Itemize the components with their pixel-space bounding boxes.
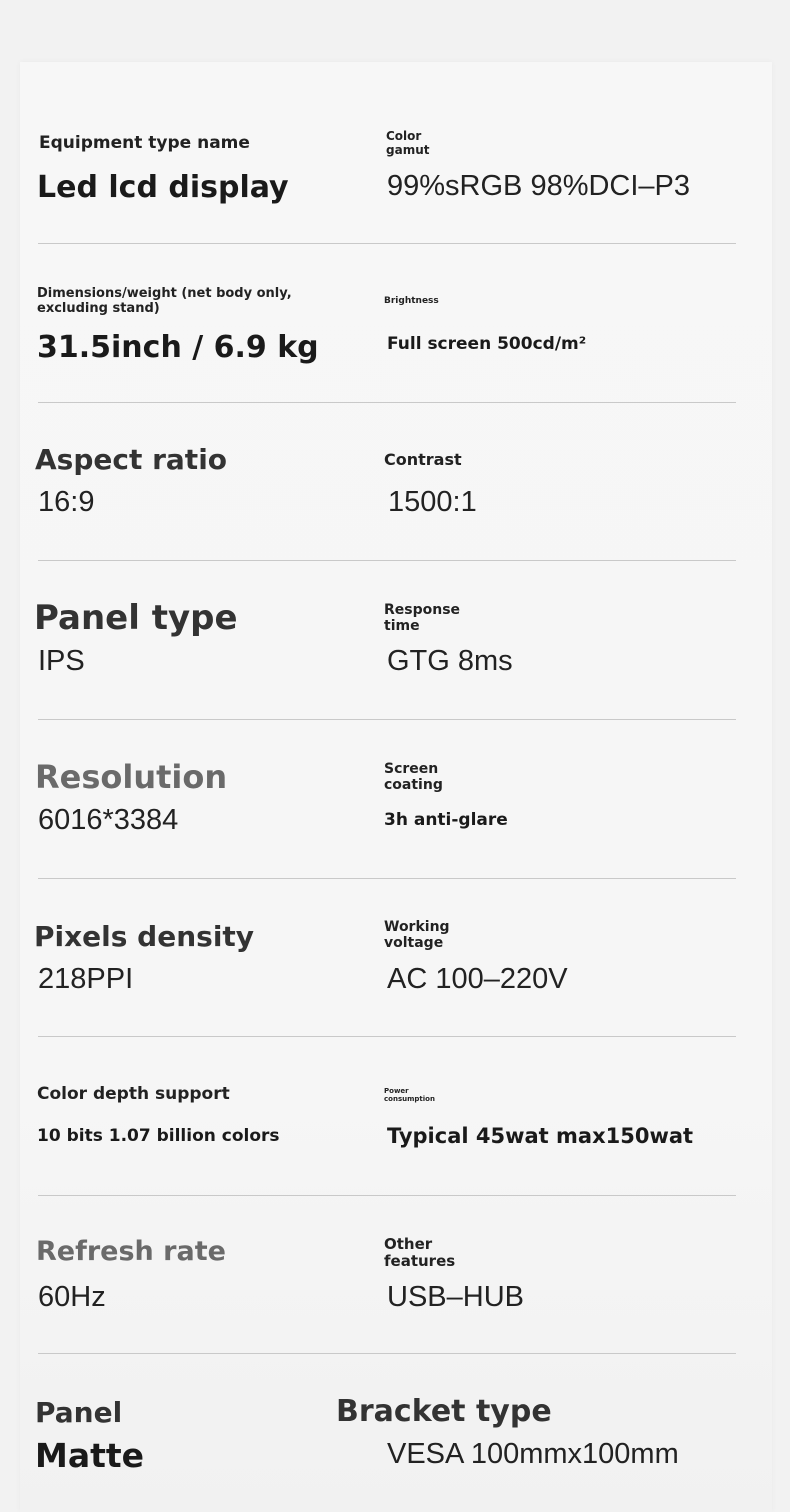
- aspect-ratio-value: 16:9: [38, 486, 95, 518]
- power-consumption-label: Power consumption: [384, 1087, 435, 1103]
- screen-coating-label: Screen coating: [384, 761, 443, 793]
- brightness-value: Full screen 500cd/m²: [387, 334, 587, 354]
- other-features-label: Other features: [384, 1235, 456, 1270]
- brightness-label: Brightness: [384, 296, 439, 306]
- response-time-value: GTG 8ms: [387, 645, 513, 677]
- row-divider: [38, 243, 736, 244]
- pixel-density-value: 218PPI: [38, 963, 134, 995]
- row-divider: [38, 560, 736, 561]
- row-divider: [38, 719, 736, 720]
- row-divider: [38, 1353, 736, 1354]
- row-divider: [38, 1195, 736, 1196]
- response-time-label: Response time: [384, 602, 461, 634]
- row-divider: [38, 402, 736, 403]
- contrast-value: 1500:1: [388, 486, 477, 518]
- row-divider: [38, 1036, 736, 1037]
- color-gamut-value: 99%sRGB 98%DCI–P3: [387, 170, 691, 202]
- bracket-type-label: Bracket type: [336, 1394, 552, 1429]
- dimensions-label: Dimensions/weight (net body only, excluding stand): [37, 286, 292, 316]
- panel-label: Panel: [35, 1396, 123, 1429]
- panel-type-value: IPS: [38, 645, 85, 677]
- panel-value: Matte: [35, 1436, 145, 1475]
- refresh-rate-value: 60Hz: [38, 1281, 106, 1313]
- color-depth-value: 10 bits 1.07 billion colors: [37, 1126, 280, 1146]
- working-voltage-value: AC 100–220V: [387, 963, 568, 995]
- equipment-type-value: Led lcd display: [37, 170, 289, 205]
- color-gamut-label: Color gamut: [386, 129, 430, 157]
- aspect-ratio-label: Aspect ratio: [35, 443, 228, 476]
- working-voltage-label: Working voltage: [384, 919, 450, 951]
- pixel-density-label: Pixels density: [34, 920, 255, 953]
- row-divider: [38, 878, 736, 879]
- equipment-type-label: Equipment type name: [39, 133, 250, 153]
- bracket-type-value: VESA 100mmx100mm: [387, 1438, 679, 1470]
- resolution-value: 6016*3384: [38, 804, 179, 836]
- color-depth-label: Color depth support: [37, 1084, 230, 1104]
- power-consumption-value: Typical 45wat max150wat: [387, 1124, 694, 1148]
- refresh-rate-label: Refresh rate: [36, 1236, 226, 1267]
- screen-coating-value: 3h anti-glare: [384, 810, 508, 830]
- contrast-label: Contrast: [384, 450, 462, 469]
- other-features-value: USB–HUB: [387, 1281, 524, 1313]
- dimensions-value: 31.5inch / 6.9 kg: [37, 330, 319, 365]
- panel-type-label: Panel type: [34, 598, 238, 638]
- resolution-label: Resolution: [35, 758, 228, 796]
